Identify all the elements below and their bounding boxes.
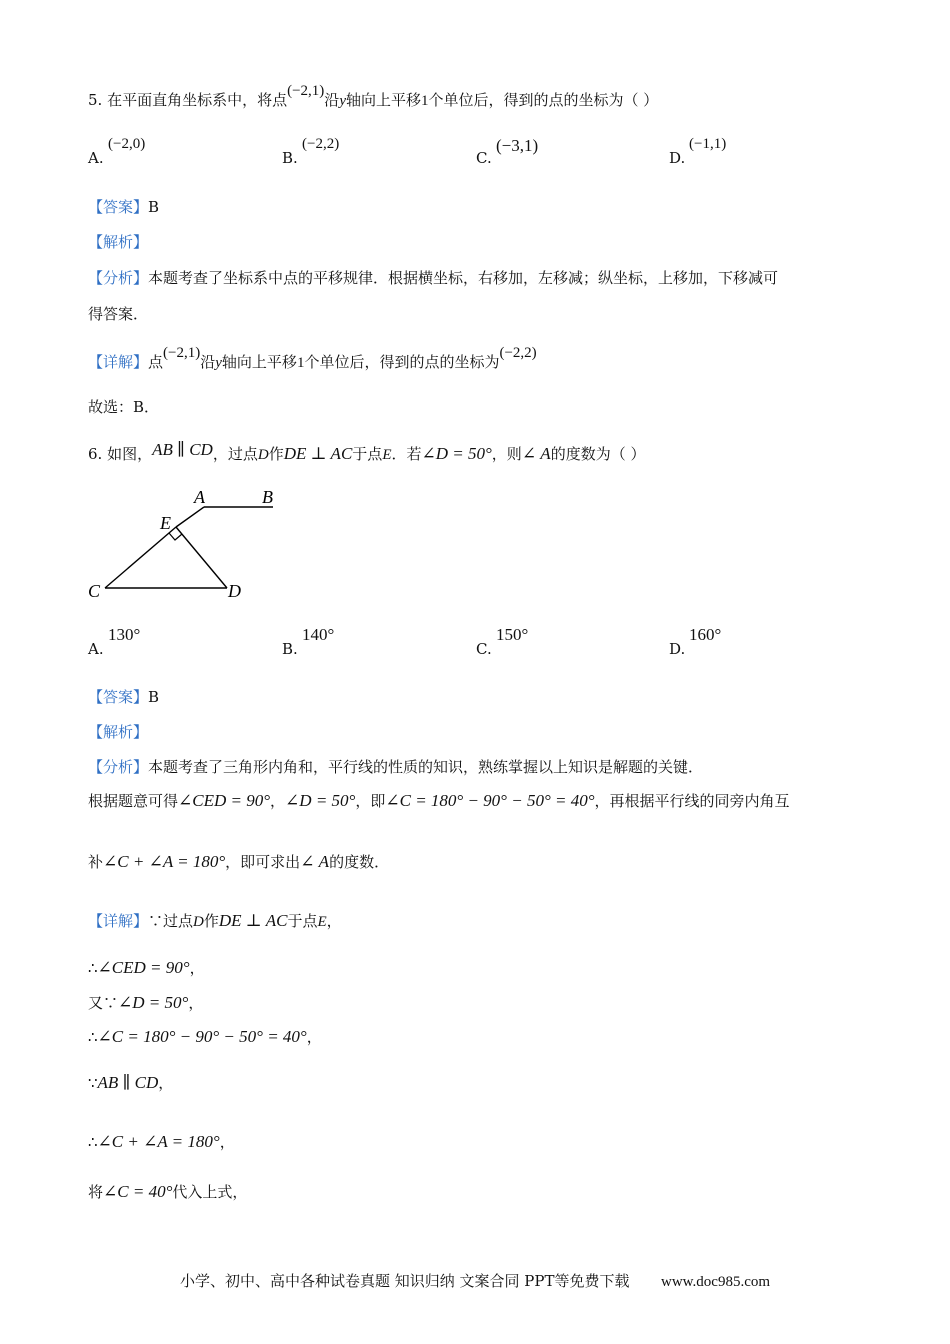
q6-option-b-label: B. — [282, 640, 298, 658]
right-angle-mark — [169, 533, 182, 540]
segment-ae — [176, 507, 204, 527]
q5-fenxi-line1: 【分析】本题考查了坐标系中点的平移规律．根据横坐标，右移加，左移减；纵坐标，上移加，下移减可 — [88, 269, 779, 287]
q6-fenxi-line1: 【分析】本题考查了三角形内角和，平行线的性质的知识，熟练掌握以上知识是解题的关键． — [88, 758, 704, 776]
q6-detail-line5: ∵AB ∥ CD， — [88, 1073, 174, 1092]
q6-fenxi-line2: 根据题意可得∠CED = 90°，∠D = 50°，即∠C = 180° − 90° − 50° = 40°，再根据平行线的同旁内角互 — [88, 791, 790, 810]
q5-option-b-label: B. — [282, 149, 298, 167]
label-e: E — [160, 513, 171, 533]
label-d: D — [228, 581, 241, 601]
q6-option-a-value: 130° — [108, 625, 141, 644]
q6-option-d-value: 160° — [689, 625, 722, 644]
q5-option-a-label: A. — [88, 149, 104, 167]
q5-option-c-label: C. — [476, 149, 492, 167]
q6-option-b-value: 140° — [302, 625, 335, 644]
q6-detail-line3: 又∵∠D = 50°， — [88, 993, 204, 1012]
footer-url[interactable]: www.doc985.com — [661, 1274, 771, 1290]
q5-point: (−2,1) — [287, 83, 325, 99]
page-footer — [0, 1270, 950, 1291]
segment-ec — [105, 527, 176, 588]
q6-stem: 6. 如图，AB ∥ CD，过点D作DE ⊥ AC于点E．若∠D = 50°，则∠ A的度数为（ ） — [88, 440, 646, 463]
q6-detail-line1: 【详解】∵过点D作DE ⊥ AC于点E， — [88, 911, 342, 930]
q6-detail-line7: 将∠C = 40°代入上式， — [88, 1182, 248, 1201]
q6-answer: 【答案】B — [88, 688, 160, 706]
q6-detail-line2: ∴∠CED = 90°， — [88, 958, 205, 977]
label-c: C — [88, 581, 101, 601]
q5-option-a-value: (−2,0) — [108, 136, 146, 152]
q5-option-b-value: (−2,2) — [302, 136, 340, 152]
segment-ed — [176, 527, 227, 588]
label-b: B — [262, 487, 273, 507]
q6-detail-line6: ∴∠C + ∠A = 180°， — [88, 1132, 235, 1151]
q5-option-c-value: (−3,1) — [496, 136, 539, 155]
q5-option-d-value: (−1,1) — [689, 136, 727, 152]
q6-analysis-tag: 【解析】 — [88, 723, 149, 741]
q6-figure — [80, 485, 300, 610]
q6-option-d-label: D. — [669, 640, 686, 658]
q5-analysis-tag: 【解析】 — [88, 233, 149, 251]
q6-option-a-label: A. — [88, 640, 104, 658]
q5-detail: 【详解】点(−2,1)沿y轴向上平移1个单位后，得到的点的坐标为(−2,2) — [88, 345, 537, 371]
label-a: A — [194, 487, 205, 507]
q5-choose: 故选：B． — [88, 398, 160, 416]
q6-fenxi-line3: 补∠C + ∠A = 180°，即可求出∠ A的度数． — [88, 852, 390, 871]
q6-option-c-label: C. — [476, 640, 492, 658]
footer-text: 小学、初中、高中各种试卷真题 知识归纳 文案合同 PPT等免费下载 — [179, 1272, 630, 1290]
q6-detail-line4: ∴∠C = 180° − 90° − 50° = 40°， — [88, 1027, 322, 1046]
q5-fenxi-line2: 得答案． — [88, 305, 149, 323]
q6-option-c-value: 150° — [496, 625, 529, 644]
q5-stem: 5. 在平面直角坐标系中，将点(−2,1)沿y轴向上平移1个单位后，得到的点的坐标为（ ） — [88, 83, 659, 109]
q5-answer: 【答案】B — [88, 198, 160, 216]
q5-option-d-label: D. — [669, 149, 686, 167]
